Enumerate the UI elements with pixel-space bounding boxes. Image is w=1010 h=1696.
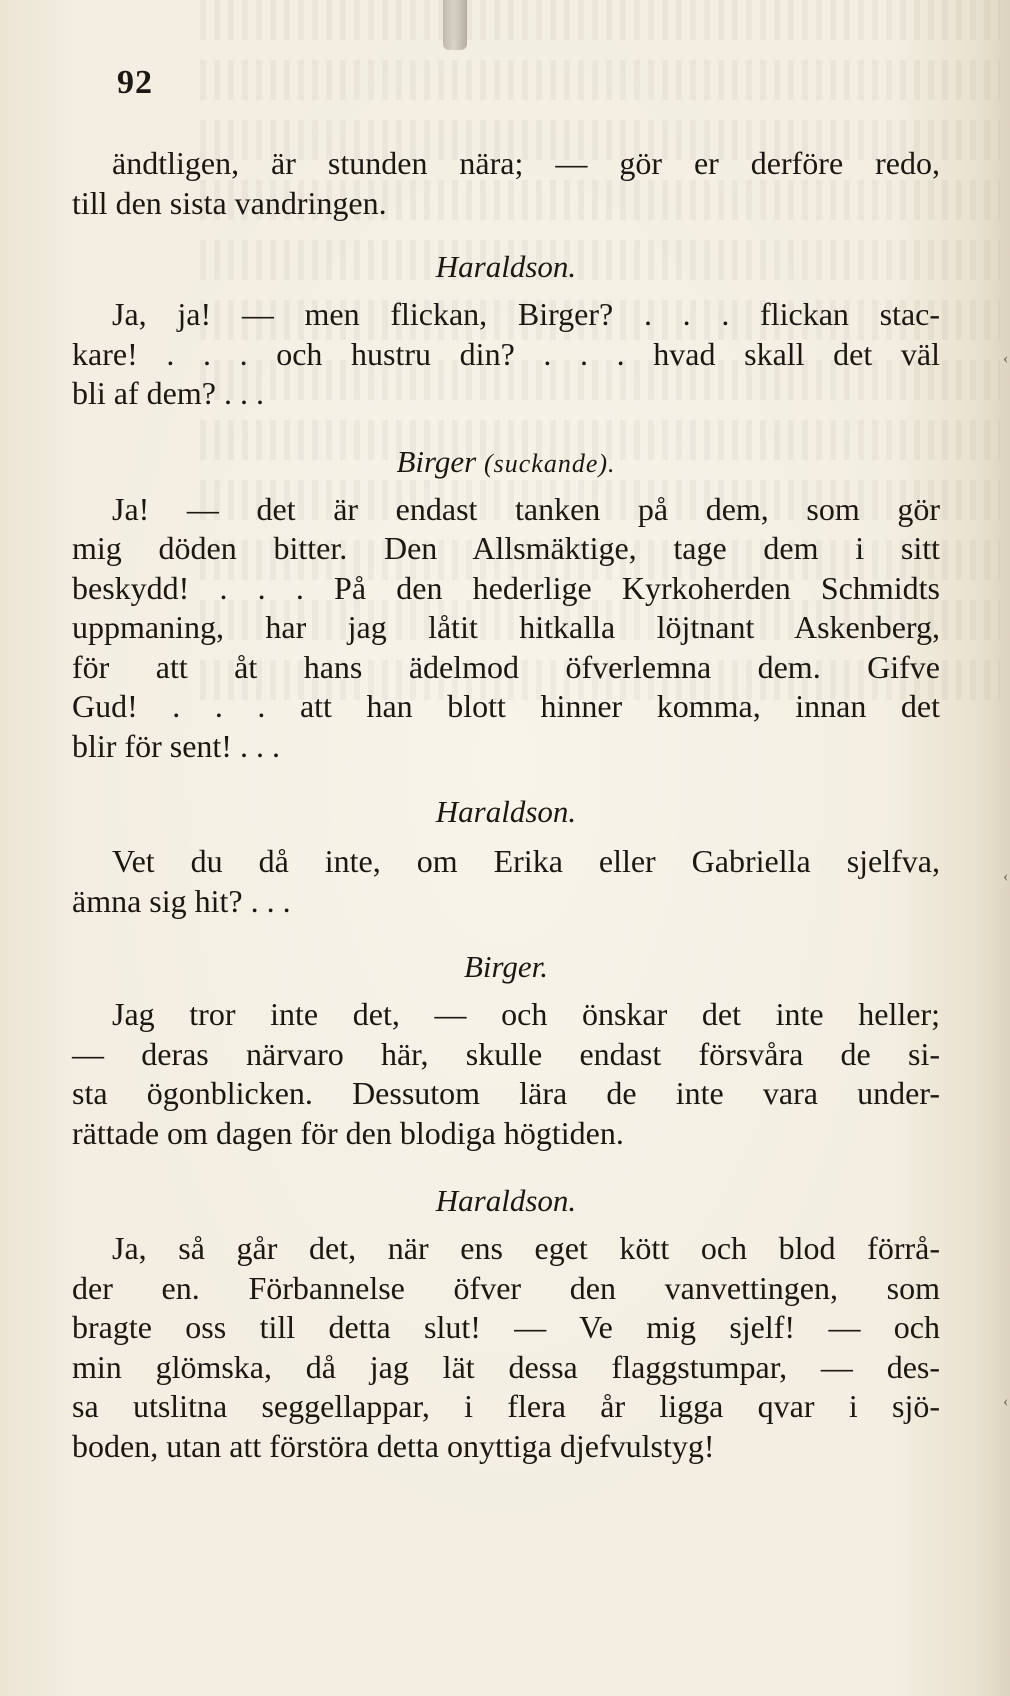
speaker-name xyxy=(72,442,940,484)
text-line: ämna sig hit? . . . xyxy=(72,882,291,919)
text-line: — deras närvaro här, skulle endast försvåra de si- xyxy=(72,1035,940,1072)
dialogue-paragraph xyxy=(72,144,940,223)
text-line: för att åt hans ädelmod öfverlemna dem. Gifve xyxy=(72,648,940,685)
stage-direction: (suckande). xyxy=(483,448,616,478)
text-line: min glömska, då jag lät dessa flaggstumpar, — des- xyxy=(72,1348,940,1385)
edge-mark: ‹ xyxy=(1003,868,1009,885)
page-body xyxy=(72,144,940,1466)
page-number: 92 xyxy=(117,64,153,101)
dialogue-paragraph xyxy=(72,842,940,921)
page-tab-mark xyxy=(443,0,467,50)
text-line: rättade om dagen för den blodiga högtiden. xyxy=(72,1114,624,1151)
text-line: sta ögonblicken. Dessutom lära de inte vara under- xyxy=(72,1075,940,1111)
text-line: blir för sent! . . . xyxy=(72,727,280,764)
text-line: der en. Förbannelse öfver den vanvettingen, som xyxy=(72,1269,940,1306)
text-line: bragte oss till detta slut! — Ve mig sjelf! — och xyxy=(72,1309,940,1345)
text-line: Ja, ja! — men flickan, Birger? . . . flickan stac- xyxy=(112,296,940,332)
text-line: beskydd! . . . På den hederlige Kyrkoherden Schmidts xyxy=(72,569,940,606)
text-line: Ja, så går det, när ens eget kött och blod förrå- xyxy=(112,1230,940,1266)
text-line: mig döden bitter. Den Allsmäktige, tage dem i sitt xyxy=(72,530,940,566)
text-line: till den sista vandringen. xyxy=(72,184,387,221)
text-line: Vet du då inte, om Erika eller Gabriella sjelfva, xyxy=(112,843,940,879)
text-line: bli af dem? . . . xyxy=(72,375,264,411)
dialogue-paragraph xyxy=(72,295,940,414)
text-line: sa utslitna seggellappar, i flera år ligga qvar i sjö- xyxy=(72,1388,940,1424)
text-line: Gud! . . . att han blott hinner komma, innan det xyxy=(72,688,940,724)
speaker-name xyxy=(72,1181,940,1221)
speaker-name xyxy=(72,247,940,287)
speaker-label: Haraldson. xyxy=(435,249,577,284)
text-line: Ja! — det är endast tanken på dem, som gör xyxy=(112,490,940,527)
speaker-name xyxy=(72,792,940,832)
dialogue-paragraph xyxy=(72,995,940,1153)
text-line: Jag tror inte det, — och önskar det inte heller; xyxy=(112,996,940,1032)
speaker-label: Haraldson. xyxy=(435,794,577,829)
speaker-label: Birger. xyxy=(463,949,549,984)
edge-mark: ‹ xyxy=(1003,1393,1009,1410)
edge-mark: ‹ xyxy=(1003,350,1009,367)
dialogue-paragraph xyxy=(72,490,940,767)
text-line: uppmaning, har jag låtit hitkalla löjtnant Askenberg, xyxy=(72,609,940,645)
text-line: kare! . . . och hustru din? . . . hvad skall det väl xyxy=(72,335,940,372)
dialogue-paragraph xyxy=(72,1229,940,1466)
speaker-name xyxy=(72,947,940,987)
speaker-label: Haraldson. xyxy=(435,1183,577,1218)
text-line: boden, utan att förstöra detta onyttiga djefvulstyg! xyxy=(72,1427,715,1464)
text-line: ändtligen, är stunden nära; — gör er derföre redo, xyxy=(112,145,940,181)
speaker-label: Birger xyxy=(396,443,477,479)
